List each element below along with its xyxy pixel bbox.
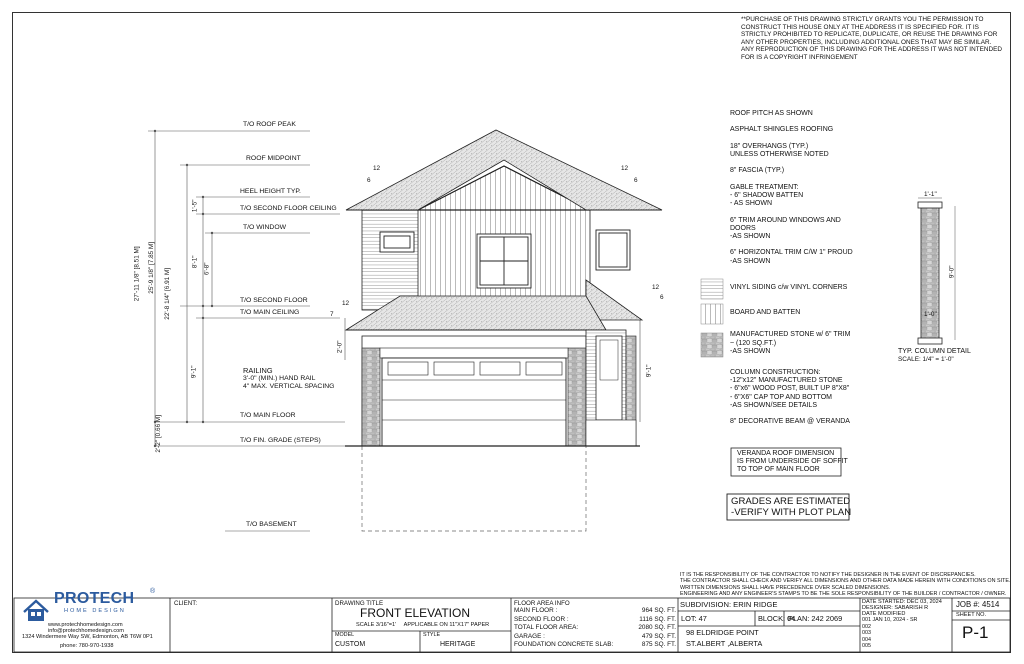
dim-heel: 1'-5" (191, 199, 199, 213)
company-name: PROTECH (54, 590, 135, 607)
grades-note-line: GRADES ARE ESTIMATED (731, 496, 851, 507)
protech-logo-mark (24, 601, 48, 621)
floor-area-value: 964 SQ. FT. (641, 607, 676, 614)
style-value: HERITAGE (440, 641, 476, 648)
pitch-run-main: 7 (330, 311, 334, 318)
pitch-rise-porch: 12 (652, 284, 660, 291)
floor-area-row (514, 633, 676, 642)
job-number: JOB #: 4514 (956, 600, 1000, 609)
spec-note-line (730, 208, 853, 216)
sheet-no-label: SHEET NO. (956, 612, 987, 618)
spec-note-line: 6" HORIZONTAL TRIM C/W 1" PROUD (730, 249, 853, 257)
spec-note-line: 6" TRIM AROUND WINDOWS AND (730, 216, 841, 224)
spec-note-line (730, 118, 853, 126)
model-label: MODEL (335, 632, 355, 638)
spec-note-line: ASPHALT SHINGLES ROOFING (730, 126, 834, 134)
dim-main-roof: 2'-0" (336, 340, 344, 354)
dim-overall: 27'-11 1/8" [8.51 M] (133, 246, 141, 302)
column-note-line: - 6"x6" WOOD POST, BUILT UP 8"X8" (730, 385, 850, 393)
label-main-floor: T/O MAIN FLOOR (240, 412, 296, 419)
floor-area-label: SECOND FLOOR : (514, 615, 569, 623)
company-registered-mark: ® (150, 588, 156, 595)
spec-note-line: ROOF PITCH AS SHOWN (730, 110, 813, 117)
sheet-number: P-1 (962, 623, 989, 642)
floor-area-row (514, 607, 676, 616)
date-modified-label: DATE MODIFIED (862, 611, 906, 617)
dim-to-midpoint: 25'-9 1/8" [7.85 M] (148, 241, 156, 294)
spec-note-line: - AS SHOWN (730, 200, 773, 208)
company-phone: phone: 780-970-1938 (60, 643, 114, 649)
spec-note-line (730, 159, 853, 167)
pitch-run-porch: 6 (660, 294, 664, 301)
floor-area-value: 875 SQ. FT. (641, 641, 676, 649)
style-label: STYLE (423, 632, 441, 638)
floor-area-row (514, 641, 676, 650)
floor-area-label: FLOOR AREA INFO (514, 600, 570, 607)
column-construction-notes (730, 369, 850, 426)
grades-note-line: -VERIFY WITH PLOT PLAN (731, 507, 852, 518)
label-second-floor: T/O SECOND FLOOR (240, 297, 308, 304)
railing-note-line: 4" MAX. VERTICAL SPACING (243, 383, 335, 390)
dim-window-head: 6'-8" (203, 262, 211, 276)
copyright-line: ANY OTHER PROPERTIES, INCLUDING ADDITIONAL ONES THAT MAY BE SIMILAR. (741, 38, 992, 46)
pitch-run-left: 6 (367, 177, 371, 184)
label-roof-midpoint: ROOF MIDPOINT (246, 155, 301, 162)
floor-area-label: GARAGE : (514, 632, 545, 640)
column-note-line: -12"x12" MANUFACTURED STONE (730, 377, 843, 385)
spec-note-line (730, 241, 853, 249)
copyright-line: ANY REPRODUCTION OF THIS DRAWING FOR THE ADDRESS IT WAS NOT INTENDED (741, 46, 1002, 54)
company-email: info@protechhomedesign.com (48, 628, 124, 634)
pitch-run-right: 6 (634, 177, 638, 184)
revision-row: 002 (862, 623, 871, 630)
revision-row: 001 JAN 10, 2024 - SR (862, 617, 918, 623)
pitch-rise-main: 12 (342, 300, 350, 307)
contractor-note-line: IT IS THE RESPONSIBILITY OF THE CONTRACTOR TO NOTIFY THE DESIGNER IN THE EVENT OF DISCREPANCIES. (680, 572, 976, 578)
spec-note-line (730, 176, 853, 184)
veranda-note-line: VERANDA ROOF DIMENSION (737, 450, 835, 457)
dim-main-wall: 9'-1" (190, 365, 198, 379)
dim-to-heel: 22'-8 1/4" [6.91 M] (164, 267, 172, 320)
legend-stone: MANUFACTURED STONE w/ 6" TRIM ~ (120 SQ.FT.) -AS SHOWN (730, 331, 851, 356)
spec-note-line: 8" FASCIA (TYP.) (730, 167, 785, 175)
label-fin-grade: T/O FIN. GRADE (STEPS) (240, 437, 321, 444)
copyright-line: CONSTRUCT THIS HOUSE ONLY AT THE ADDRESS IT IS SPECIFIED FOR. IT IS (741, 23, 979, 31)
floor-area-label: TOTAL FLOOR AREA: (514, 624, 579, 632)
column-note-line: - 6"X6" CAP TOP AND BOTTOM (730, 393, 832, 401)
company-website: www.protechhomedesign.com (48, 622, 123, 628)
column-detail-dim-cap: 1'-0" (924, 311, 937, 318)
spec-note-line: 18" OVERHANGS (TYP.) (730, 142, 809, 150)
contractor-note-line: ENGINEERING AND ANY ENGINEER'S STAMPS TO BE THE SOLE RESPONSIBILITY OF THE BUILDER / CONTRACTOR / OWNER. (680, 591, 1007, 598)
floor-area-value: 1116 SQ. FT. (639, 615, 676, 623)
subdivision: SUBDIVISION: ERIN RIDGE (680, 600, 778, 609)
column-note-line (730, 410, 850, 418)
block-number: BLOCK: 04 (758, 614, 796, 623)
drawing-title-label: DRAWING TITLE (335, 600, 384, 607)
legend-batten: BOARD AND BATTEN (730, 309, 801, 316)
revision-row: 003 (862, 630, 871, 637)
copyright-line: FOR IS A COPYRIGHT INFRINGEMENT (741, 53, 858, 61)
copyright-line: STRICTLY PROHIBITED TO REPLICATE, DUPLICATE, OR REUSE THE DRAWING FOR (741, 31, 998, 39)
floor-area-row (514, 624, 676, 633)
floor-area-row (514, 616, 676, 625)
label-heel-height: HEEL HEIGHT TYP. (240, 188, 301, 195)
lot-number: LOT: 47 (681, 614, 707, 623)
model-value: CUSTOM (335, 641, 366, 648)
spec-note-line: -AS SHOWN (730, 233, 771, 241)
company-tagline: HOME DESIGN (64, 608, 126, 614)
railing-note (243, 367, 334, 391)
label-main-ceiling: T/O MAIN CEILING (240, 309, 300, 316)
spec-note-line: - 6" SHADOW BATTEN (730, 192, 804, 200)
copyright-line: **PURCHASE OF THIS DRAWING STRICTLY GRANTS YOU THE PERMISSION TO (741, 16, 984, 23)
copyright-notice (741, 16, 1002, 62)
plan-number: PLAN: 242 2069 (788, 614, 843, 623)
column-note-line: 8" DECORATIVE BEAM @ VERANDA (730, 418, 850, 426)
company-address: 1324 Windermere Way SW, Edmonton, AB T6W 0P1 (22, 634, 153, 640)
revision-row: 004 (862, 636, 871, 643)
veranda-note-line: IS FROM UNDERSIDE OF SOFFIT (737, 458, 848, 466)
label-second-floor-ceiling: T/O SECOND FLOOR CEILING (240, 205, 337, 212)
legend-siding: VINYL SIDING c/w VINYL CORNERS (730, 284, 848, 291)
spec-note-line: DOORS (730, 224, 756, 232)
drawing-scale: SCALE 3/16"=1' APPLICABLE ON 11"X17" PAPER (356, 622, 490, 628)
floor-area-label: FOUNDATION CONCRETE SLAB: (514, 641, 614, 649)
spec-note-line: -AS SHOWN (730, 257, 771, 265)
floor-area-list (514, 607, 676, 650)
label-basement: T/O BASEMENT (246, 521, 297, 528)
spec-note-line: UNLESS OTHERWISE NOTED (730, 151, 829, 159)
contractor-note-line: THE CONTRACTOR SHALL CHECK AND VERIFY ALL DIMENSIONS AND OTHER DATA MADE HEREIN WITH CONDITIONS ON SITE. (680, 578, 1011, 585)
floor-area-value: 479 SQ. FT. (641, 632, 676, 640)
pitch-rise-left: 12 (373, 165, 381, 172)
drawing-title: FRONT ELEVATION (360, 606, 471, 620)
date-started: DATE STARTED: DEC 03, 2024 (862, 599, 942, 605)
address-line-2: ST.ALBERT ,ALBERTA (686, 639, 763, 648)
column-detail-title: TYP. COLUMN DETAIL (898, 348, 971, 355)
revision-row: 005 (862, 643, 871, 650)
pitch-rise-right: 12 (621, 165, 629, 172)
railing-note-title: RAILING (243, 366, 273, 375)
column-note-line: COLUMN CONSTRUCTION: (730, 369, 821, 376)
revision-list (862, 617, 917, 650)
floor-area-value: 2080 SQ. FT. (638, 624, 676, 632)
designer: DESIGNER: SABARISH R (862, 605, 929, 611)
dim-right-main: 9'-1" (645, 364, 653, 378)
spec-note-line (730, 135, 853, 143)
address-line-1: 98 ELDRIDGE POINT (686, 628, 759, 637)
railing-note-line: 3'-0" (MIN.) HAND RAIL (243, 375, 316, 382)
column-note-line: -AS SHOWN/SEE DETAILS (730, 401, 817, 409)
dim-upper-wall: 8'-1" (191, 255, 199, 269)
label-window: T/O WINDOW (243, 224, 287, 231)
client-label: CLIENT: (174, 600, 198, 607)
veranda-note-line: TO TOP OF MAIN FLOOR (737, 466, 820, 474)
column-detail-scale: SCALE: 1/4" = 1'-0" (898, 356, 954, 363)
spec-notes (730, 110, 853, 266)
grades-note (731, 496, 851, 518)
floor-area-label: MAIN FLOOR : (514, 607, 558, 614)
veranda-note (737, 450, 848, 475)
contractor-note-line: WRITTEN DIMENSIONS SHALL HAVE PRECEDENCE OVER SCALED DIMENSIONS. (680, 584, 891, 591)
column-detail-dim-side: 9'-0" (948, 265, 956, 279)
column-detail-dim-top: 1'-1" (924, 191, 937, 198)
dim-grade: 2'-2" [0.66 M] (155, 415, 162, 453)
contractor-note (680, 572, 1010, 598)
label-roof-peak: T/O ROOF PEAK (243, 121, 296, 128)
spec-note-line: GABLE TREATMENT: (730, 183, 799, 191)
